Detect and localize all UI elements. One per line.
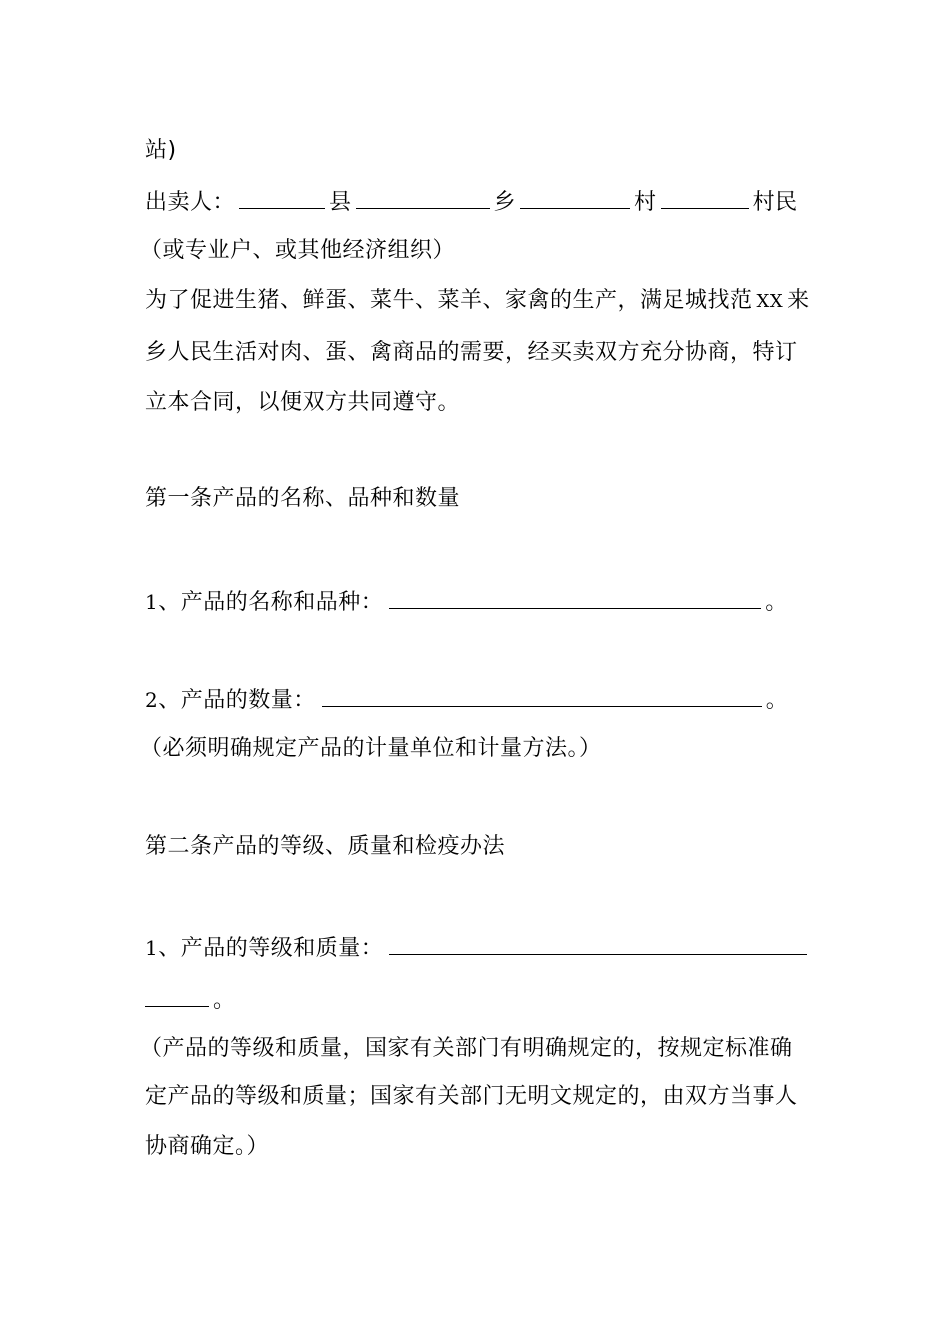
article-2-title [145,832,505,862]
article-2-item-1-cont [145,984,236,1016]
intro-text: 乡人民生活对肉、蛋、禽商品的需要，经买卖双方充分协商，特订 [145,340,798,365]
intro-text: 为了促进生猪、鲜蛋、菜牛、菜羊、家禽的生产，满足城找范 [145,288,753,313]
placeholder-xx: XX [756,291,784,312]
article-2-note-2 [145,1082,798,1112]
blank-field [389,932,807,955]
intro-line-2 [145,338,798,368]
text-line [145,136,177,166]
note-text: 定产品的等级和质量；国家有关部门无明文规定的，由双方当事人 [145,1084,798,1109]
article-title-text: 第二条产品的等级、质量和检疫办法 [145,834,506,859]
article-1-item-1 [145,586,788,618]
township-label: 乡 [493,190,517,215]
period: 。 [765,688,789,713]
blank-field [322,684,762,707]
item-number: 2 [145,688,159,712]
text: 站) [145,138,177,163]
article-2-item-1 [145,932,811,964]
intro-line-1 [145,286,810,317]
period: 。 [765,590,788,615]
item-number: 1 [145,590,159,614]
blank-field [520,186,630,209]
blank-field [239,186,325,209]
item-label: 、产品的名称和品种： [158,590,384,615]
seller-line [145,186,798,218]
village-label: 村 [634,190,657,215]
article-1-item-2-note [140,734,602,764]
intro-text: 立本合同，以便双方共同遵守。 [145,390,461,415]
item-label: 、产品的数量： [158,688,316,713]
note-text: （或专业户、或其他经济组织） [140,238,456,263]
intro-line-3 [145,388,460,418]
article-1-item-2 [145,684,788,716]
article-2-note-1 [140,1034,793,1064]
villager-label: 村民 [752,190,798,215]
period: 。 [213,988,236,1013]
note-text: （必须明确规定产品的计量单位和计量方法。） [140,736,602,761]
blank-field [389,586,761,609]
county-label: 县 [329,190,352,215]
seller-label: 出卖人： [145,190,236,215]
blank-field [661,186,749,209]
blank-field [356,186,490,209]
seller-note [140,236,455,266]
note-text: 协商确定。） [145,1134,270,1159]
article-title-text: 第一条产品的名称、品种和数量 [145,486,461,511]
note-text: （产品的等级和质量，国家有关部门有明确规定的，按规定标准确 [140,1036,793,1061]
intro-text: 来 [787,288,810,313]
article-2-note-3 [145,1132,269,1162]
article-1-title [145,484,460,514]
item-label: 、产品的等级和质量： [158,936,384,961]
blank-field [145,984,209,1007]
item-number: 1 [145,936,159,960]
